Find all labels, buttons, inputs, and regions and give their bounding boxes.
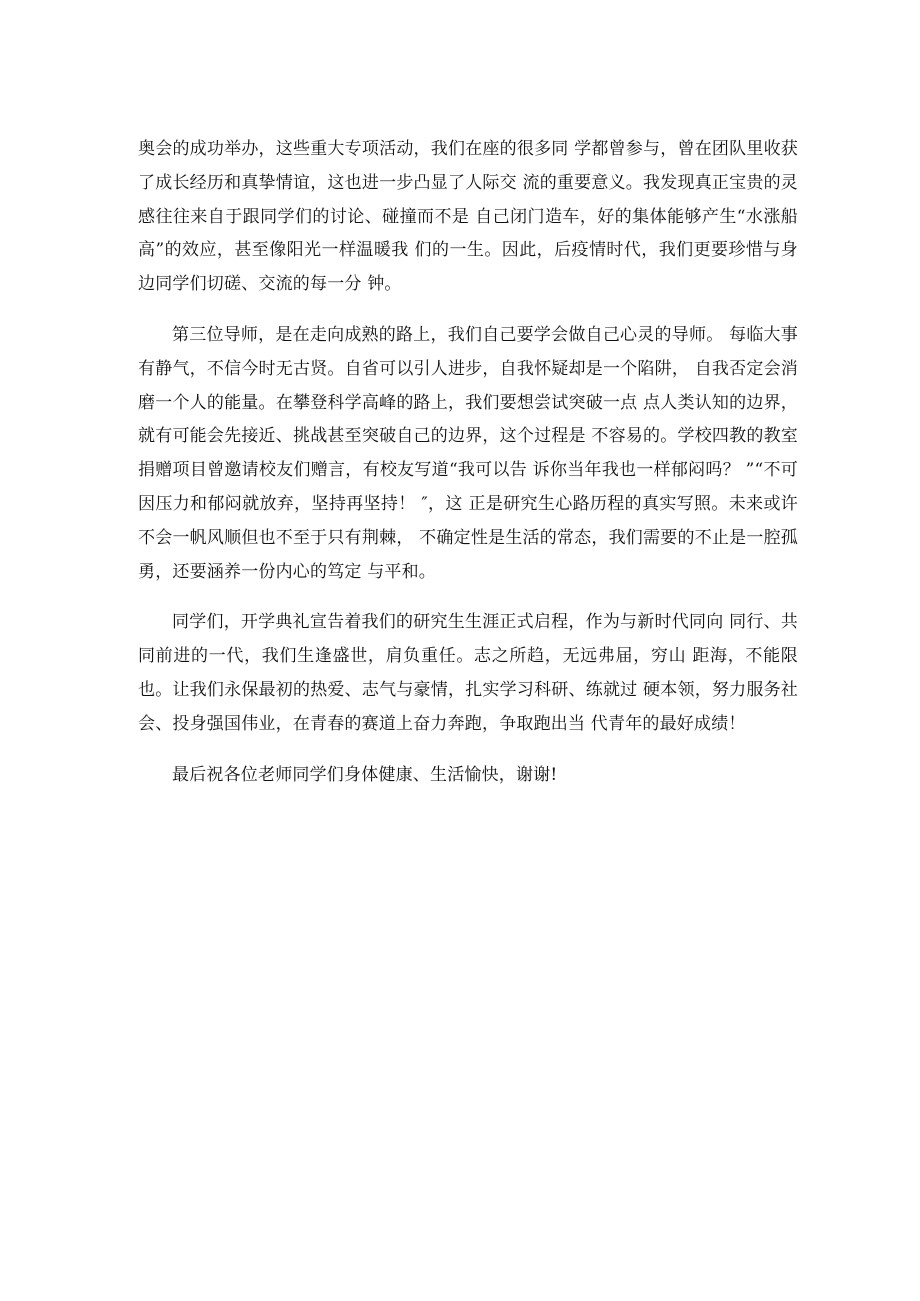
paragraph-third-mentor: 第三位导师，是在走向成熟的路上，我们自己要学会做自己心灵的导师。 每临大事有静气，不信今时无古贤。自省可以引人进步，自我怀疑却是一个陷阱， 自我否定会消磨一个人的能量。在攀登科学高峰的路上，我们要想尝试突破一点 点人类认知的边界，就有可能会先接近、挑战甚至突破自己的边界，这个过程是 不容易的。学校四教的教室捐赠项目曾邀请校友们赠言，有校友写道“我可以告 诉你当年我也一样郁闷吗？ ”“不可因压力和郁闷就放弃，坚持再坚持！ ″，这 正是研究生心路历程的真实写照。未来或许不会一帆风顺但也不至于只有荆棘， 不确定性是生活的常态，我们需要的不止是一腔孤勇，还要涵养一份内心的笃定 与平和。 bbox=[138, 324, 798, 582]
paragraph-continued-text: 奥会的成功举办，这些重大专项活动，我们在座的很多同 学都曾参与，曾在团队里收获了成长经历和真挚情谊，这也进一步凸显了人际交 流的重要意义。我发现真正宝贵的灵感往往来自于跟同学们的讨论、碰撞而不是 自己闭门造车，好的集体能够产生“水涨船高”的效应，甚至像阳光一样温暖我 们的一生。因此，后疫情时代，我们更要珍惜与身边同学们切磋、交流的每一分 钟。 bbox=[138, 139, 798, 295]
paragraph-call-to-action: 同学们，开学典礼宣告着我们的研究生生涯正式启程，作为与新时代同向 同行、共同前进的一代，我们生逢盛世，肩负重任。志之所趋，无远弗届，穷山 距海，不能限也。让我们永保最初的热爱、志气与豪情，扎实学习科研、练就过 硬本领，努力服务社会、投身强国伟业，在青春的赛道上奋力奔跑，争取跑出当 代青年的最好成绩！ bbox=[138, 612, 798, 734]
paragraph-closing-wishes: 最后祝各位老师同学们身体健康、生活愉快，谢谢! bbox=[172, 764, 558, 785]
document-body bbox=[138, 133, 798, 792]
